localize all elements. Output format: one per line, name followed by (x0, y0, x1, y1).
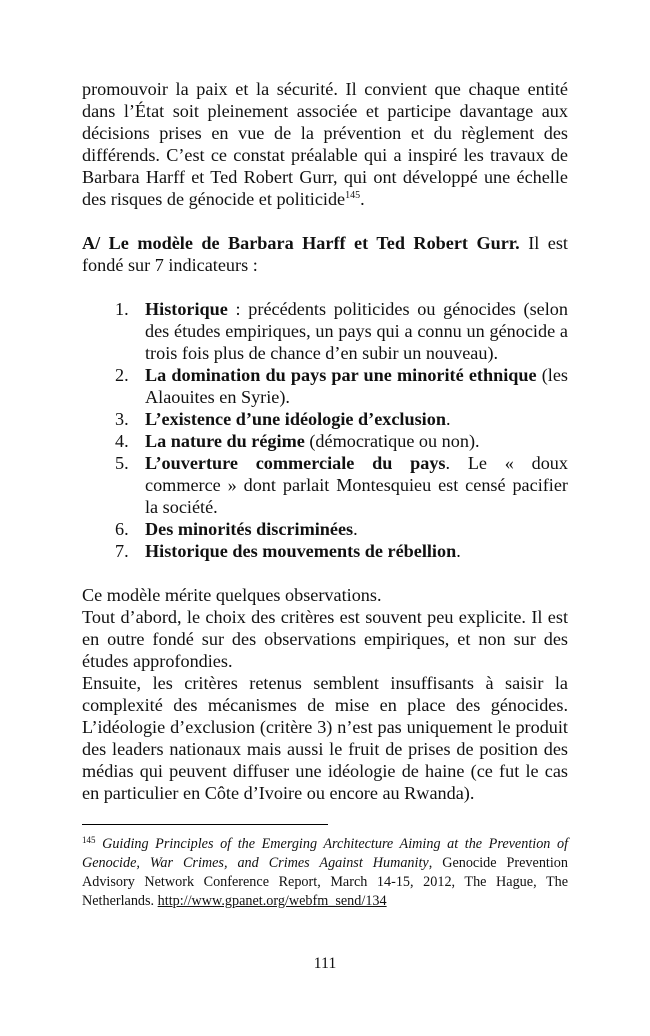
observation-first: Tout d’abord, le choix des critères est souvent peu explicite. Il est en outre fondé sur des observations empiriques, et non sur des études approfondies. (82, 607, 568, 671)
list-item: 4. La nature du régime (démocratique ou non). (115, 431, 480, 451)
page-number: 111 (313, 955, 337, 972)
footnote-marker: 145 (82, 835, 96, 845)
intro-paragraph: promouvoir la paix et la sécurité. Il convient que chaque entité dans l’État soit pleinement associée et participe davantage aux décisions prises en vue de la prévention et du règlement des différends. C’est ce constat préalable qui a inspiré les travaux de Barbara Harff et Ted Robert Gurr, qui ont développé une échelle des risques de génocide et politicide$^{145}$. (82, 79, 568, 209)
list-item: 7. Historique des mouvements de rébellion. (115, 541, 461, 561)
list-item: 2. La domination du pays par une minorité ethnique (les Alaouites en Syrie). (115, 365, 568, 407)
list-item: 5. L’ouverture commerciale du pays. Le « doux commerce » dont parlait Montesquieu est censé pacifier la société. (115, 453, 568, 517)
list-item: 3. L’existence d’une idéologie d’exclusion. (115, 409, 451, 429)
footnote-reference[interactable]: 145 (345, 190, 361, 201)
footnote: $^{145}$ Guiding Principles of the Emerging Architecture Aiming at the Prevention of Genocide, War Crimes, and Crimes Against Humanity, Genocide Prevention Advisory Network Conference Report, March 14-15, 2012, The Hague, The Netherlands. http://www.gpanet.org/webfm_send/134 (82, 835, 569, 909)
list-item: 1. Historique : précédents politicides ou génocides (selon des études empiriques, un pays qui a connu un génocide a trois fois plus de chance d’en subir un nouveau). (115, 299, 568, 363)
list-item: 6. Des minorités discriminées. (115, 519, 358, 539)
footnote-title: Guiding Principles of the Emerging Architecture Aiming at the Prevention of Genocide, War Crimes, and Crimes Against Humanity (82, 836, 569, 871)
page-content (82, 78, 568, 911)
footnote-link[interactable]: http://www.gpanet.org/webfm_send/134 (157, 893, 387, 909)
indicator-list (82, 298, 568, 562)
footnote-separator (82, 824, 328, 825)
observation-second: Ensuite, les critères retenus semblent insuffisants à saisir la complexité des mécanismes de mise en place des génocides. L’idéologie d’exclusion (critère 3) n’est pas uniquement le produit des leaders nationaux mais aussi le fruit de prises de position des médias qui peuvent diffuser une idéologie de haine (ce fut le cas en particulier en Côte d’Ivoire ou encore au Rwanda). (82, 673, 568, 803)
observations-intro: Ce modèle mérite quelques observations. (82, 585, 382, 605)
section-heading: A/ Le modèle de Barbara Harff et Ted Robert Gurr. (82, 233, 520, 253)
section-intro: A/ Le modèle de Barbara Harff et Ted Robert Gurr. Il est fondé sur 7 indicateurs : (82, 233, 568, 275)
